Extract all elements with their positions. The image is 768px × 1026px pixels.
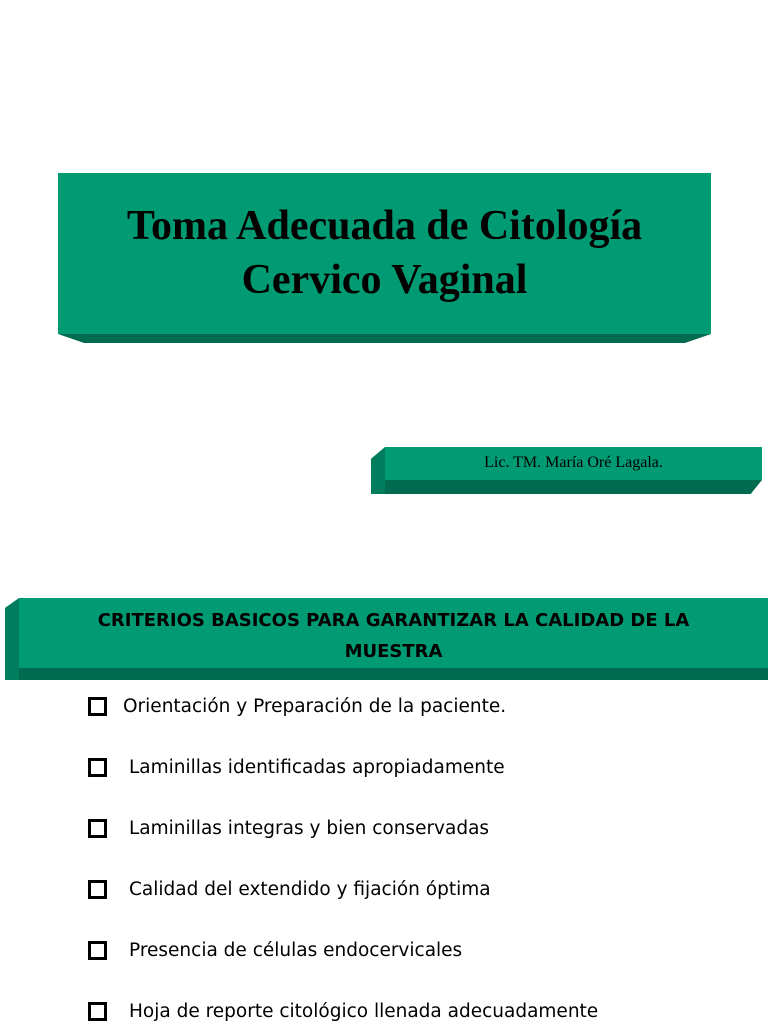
author-name: Lic. TM. María Oré Lagala. (484, 454, 663, 471)
list-item (88, 874, 491, 904)
list-item (88, 752, 505, 782)
criteria-heading-line-1: CRITERIOS BASICOS PARA GARANTIZAR LA CALIDAD DE LA (97, 610, 690, 631)
slide-title-line-2: Cervico Vaginal (241, 257, 528, 303)
hollow-square-icon (88, 697, 107, 716)
hollow-square-icon (88, 1002, 107, 1021)
list-item (88, 935, 462, 965)
list-item-text: Laminillas integras y bien conservadas (129, 817, 490, 839)
list-item-text: Hoja de reporte citológico llenada adecuadamente (129, 1000, 599, 1022)
title-banner (58, 173, 711, 343)
title-banner-bevel (58, 334, 711, 343)
slide-title (58, 199, 711, 307)
list-item-text: Calidad del extendido y fijación óptima (129, 878, 491, 900)
hollow-square-icon (88, 758, 107, 777)
hollow-square-icon (88, 880, 107, 899)
author-banner-bottom-bevel (385, 480, 762, 494)
hollow-square-icon (88, 819, 107, 838)
list-item (88, 813, 489, 843)
author-banner-left-bevel (371, 447, 385, 494)
list-item-text: Presencia de células endocervicales (129, 939, 463, 961)
criteria-list (0, 580, 768, 1024)
list-item-text: Orientación y Preparación de la paciente. (123, 695, 507, 717)
criteria-heading-line-2: MUESTRA (344, 641, 443, 662)
slide-title-line-1: Toma Adecuada de Citología (126, 203, 643, 249)
list-item (88, 691, 506, 721)
author-banner (371, 447, 762, 494)
hollow-square-icon (88, 941, 107, 960)
list-item (88, 996, 598, 1026)
criteria-slide (0, 580, 768, 1024)
list-item-text: Laminillas identificadas apropiadamente (129, 756, 505, 778)
